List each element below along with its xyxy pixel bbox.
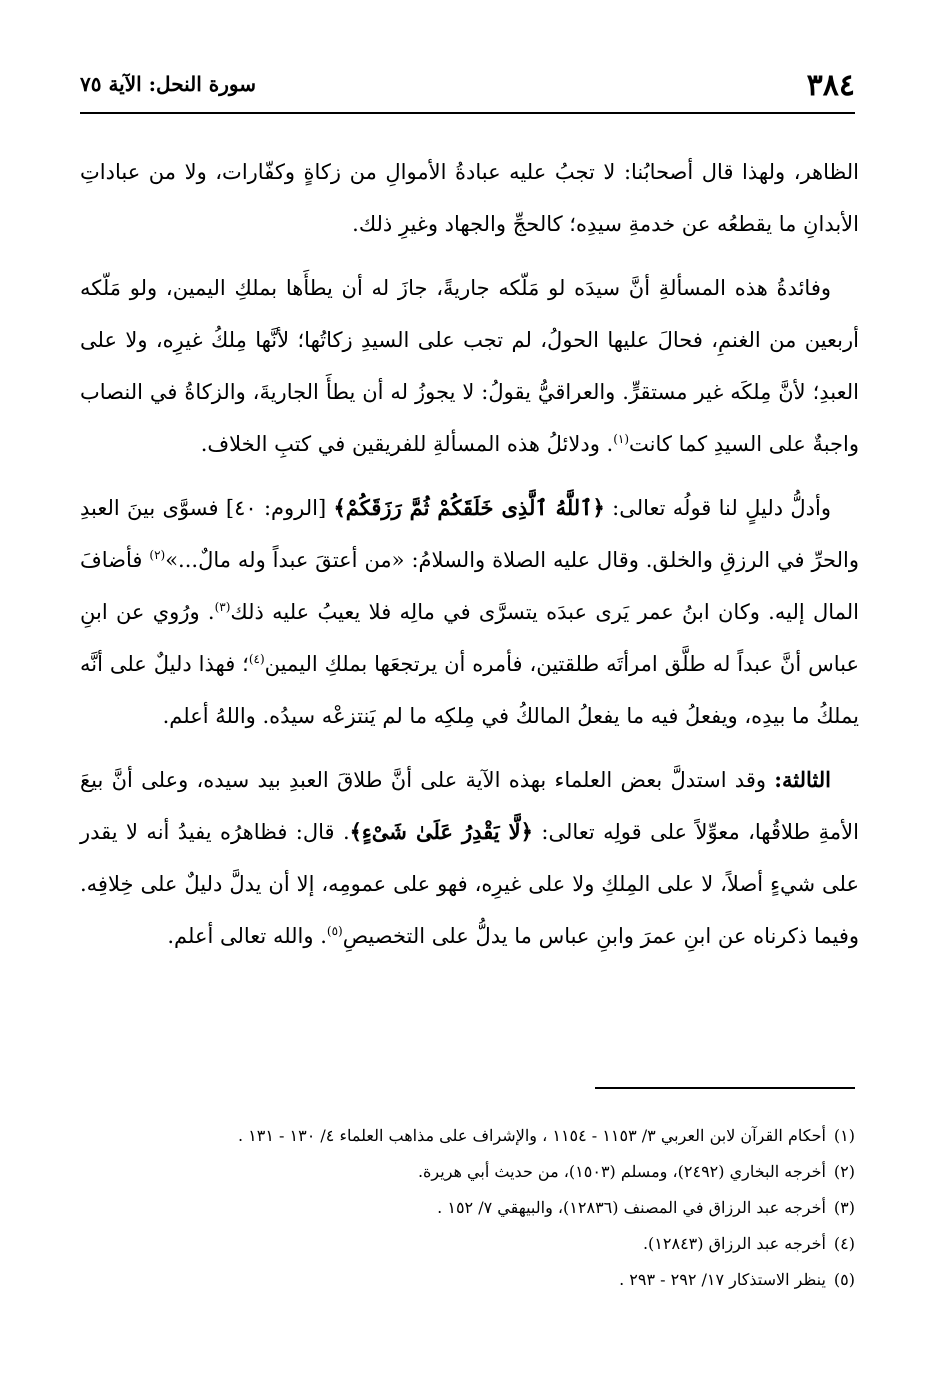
quran-verse-2: ﴿لَّا يَقْدِرُ عَلَىٰ شَىْءٍ﴾ [349,819,533,844]
footnote-4-number: (٤) [833,1234,855,1253]
footnote-1 [96,1118,855,1154]
footnotes [96,1118,855,1298]
paragraph-4-text-c: . والله تعالى أعلم. [167,924,327,948]
paragraph-3-text-a: وأدلُّ دليلٍ لنا قولُه تعالى: [604,496,831,520]
paragraph-2-text-b: . ودلائلُ هذه المسألةِ للفريقين في كتبِ الخلاف. [200,432,614,456]
paragraph-3-text-d: . ورُوي عن ابنِ عباس أنَّ عبداً له طلَّق امرأتَه طلقتين، فأمره أن يرتجعَها بملكِ اليمين [80,600,859,676]
footnote-3-text: أخرجه عبد الرزاق في المصنف (١٢٨٣٦)، والبيهقي ٧/ ١٥٢ . [437,1198,826,1217]
footnote-3-number: (٣) [833,1198,855,1217]
footnote-2-number: (٢) [833,1162,855,1181]
paragraph-4-text-a: وقد استدلَّ بعض العلماء بهذه الآية على أنَّ طلاقَ العبدِ بيد سيده، وعلى أنَّ بيعَ الأمةِ طلاقُها، معوِّلاً على قولِه تعالى: [80,768,859,844]
footnote-5 [96,1262,855,1298]
footnote-5-text: ينظر الاستذكار ١٧/ ٢٩٢ - ٢٩٣ . [619,1270,826,1289]
footnote-2 [96,1154,855,1190]
footnote-2-text: أخرجه البخاري (٢٤٩٢)، ومسلم (١٥٠٣)، من حديث أبي هريرة. [417,1162,826,1181]
page-header [80,62,855,102]
footnote-ref-1: (١) [613,432,630,446]
footnote-5-number: (٥) [833,1270,855,1289]
paragraph-2 [80,262,859,470]
paragraph-3-text-c: فأضافَ المال إليه. وكان ابنُ عمر يَرى عبدَه يتسرَّى في مالِه فلا يعيبُ عليه ذلك [80,548,859,624]
quran-verse-1: ﴿ٱللَّهُ ٱلَّذِى خَلَقَكُمْ ثُمَّ رَزَقَكُمْ﴾ [333,495,605,520]
page-number: ٣٨٤ [806,68,855,103]
paragraph-4 [80,754,859,962]
footnote-1-text: أحكام القرآن لابن العربي ٣/ ١١٥٣ - ١١٥٤ ، والإشراف على مذاهب العلماء ٤/ ١٣٠ - ١٣١ . [237,1126,826,1145]
paragraph-2-text-a: وفائدةُ هذه المسألةِ أنَّ سيدَه لو مَلّكه جاريةً، جازَ له أن يطأَها بملكِ اليمين، ولو مَلّكه أربعين من الغنمِ، فحالَ عليها الحولُ، لم تجب على السيدِ زكاتُها؛ لأنَّها مِلكُ غيرِه، ولا على العبدِ؛ لأنَّ مِلكَه غير مستقرٍّ. والعراقيُّ يقولُ: لا يجوزُ له أن يطأَ الجاريةَ، والزكاةُ في النصاب واجبةٌ على السيدِ كما كانت [80,276,859,456]
footnote-ref-5: (٥) [326,924,343,938]
footnote-3 [96,1190,855,1226]
paragraph-1-text: الظاهر، ولهذا قال أصحابُنا: لا تجبُ عليه عبادةُ الأموالِ من زكاةٍ وكفّارات، ولا من عباداتِ الأبدانِ ما يقطعُه عن خدمةِ سيدِه؛ كالحجِّ والجهاد وغيرِ ذلك. [80,160,859,236]
footnote-ref-4: (٤) [248,652,265,666]
footnote-ref-2: (٢) [149,548,166,562]
header-rule [80,112,855,114]
paragraph-3-text-e: ؛ فهذا دليلٌ على أنَّه يملكُ ما بيدِه، ويفعلُ فيه ما يفعلُ المالكُ في مِلكِه ما لم يَنتزعْه سيدُه. واللهُ أعلم. [80,652,859,728]
paragraph-3 [80,482,859,742]
footnote-ref-3: (٣) [214,600,231,614]
paragraph-4-text-b: . قال: فظاهرُه يفيدُ أنه لا يقدر على شيءٍ أصلاً، لا على المِلكِ ولا على غيرِه، فهو على عمومِه، إلا أن يدلَّ دليلٌ على خِلافِه. وفيما ذكرناه عن ابنِ عمرَ وابنِ عباس ما يدلُّ على التخصيصِ [80,820,859,948]
main-text [80,146,859,974]
footnote-1-number: (١) [833,1126,855,1145]
section-lead: الثالثة: [774,767,831,792]
footnote-4-text: أخرجه عبد الرزاق (١٢٨٤٣). [642,1234,826,1253]
paragraph-1 [80,146,859,250]
footnote-rule [595,1087,855,1089]
running-title: سورة النحل: الآية ٧٥ [80,72,256,96]
footnote-4 [96,1226,855,1262]
paragraph-3-text-b: [الروم: ٤٠] فسوَّى بينَ العبدِ والحرِّ في الرزقِ والخلق. وقال عليه الصلاة والسلامُ: «من أعتقَ عبداً وله مالٌ...» [80,496,859,572]
